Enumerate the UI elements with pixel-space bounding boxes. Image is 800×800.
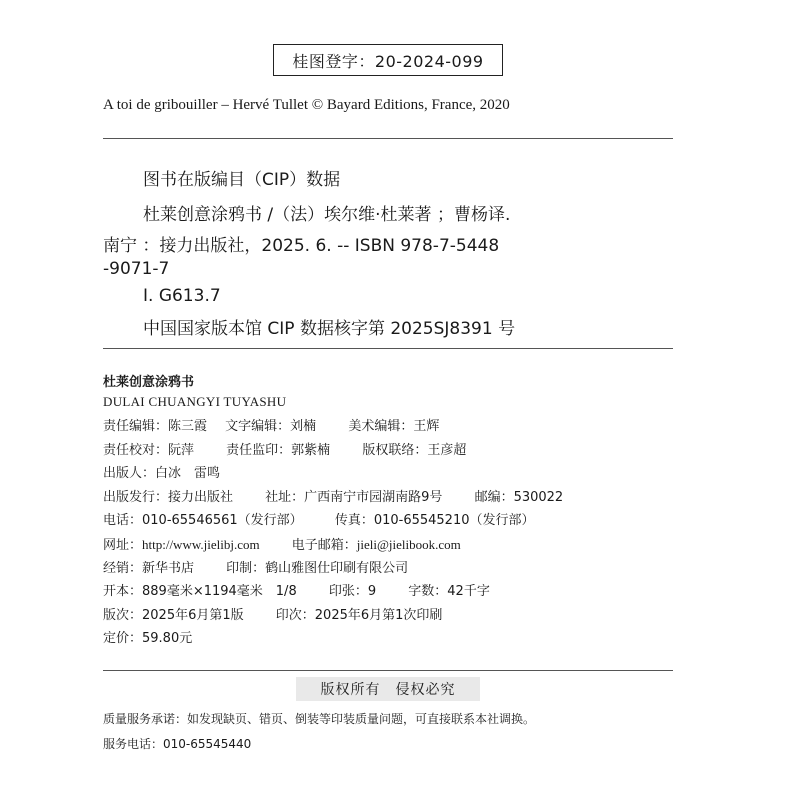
- divider-top: [103, 138, 673, 139]
- publishers: 出版人：白冰 雷鸣: [103, 466, 221, 482]
- distributor: 经销：新华书店: [103, 560, 195, 576]
- divider-bottom: [103, 670, 673, 671]
- details-row-format: [103, 580, 563, 604]
- print-supervisor: 责任监印：郭紫楠: [226, 442, 331, 458]
- price: 定价：59.80元: [103, 631, 193, 647]
- book-title: 杜莱创意涂鸦书: [103, 375, 195, 390]
- word-count: 字数：42千字: [408, 584, 490, 600]
- cip-line-2: 南宁 ：接力出版社，2025. 6. -- ISBN 978-7-5448: [103, 236, 500, 256]
- service-footer: [103, 707, 535, 757]
- publication-details: [103, 415, 563, 651]
- email: 电子邮箱：jieli@jielibook.com: [291, 536, 461, 552]
- rights-contact: 版权联络：王彦超: [362, 442, 467, 458]
- details-row-editors: [103, 415, 563, 439]
- publishing-house: 出版发行：接力出版社: [103, 489, 234, 505]
- details-row-price: [103, 627, 563, 651]
- details-row-edition: [103, 604, 563, 628]
- cip-line-5: 中国国家版本馆 CIP 数据核字第 2025SJ8391 号: [143, 319, 516, 339]
- details-row-publisher: [103, 462, 563, 486]
- book-title-pinyin: DULAI CHUANGYI TUYASHU: [103, 394, 287, 409]
- responsible-editor: 责任编辑：陈三霞: [103, 419, 208, 434]
- rights-reserved-banner: 版权所有 侵权必究: [296, 677, 480, 701]
- details-row-web: [103, 533, 563, 557]
- format-size: 开本：889毫米×1194毫米 1/8: [103, 584, 297, 600]
- quality-promise: 质量服务承诺：如发现缺页、错页、倒装等印装质量问题，可直接联系本社调换。: [103, 712, 536, 726]
- phone-number: 电话：010-65546561（发行部）: [103, 513, 303, 529]
- cip-heading: 图书在版编目（CIP）数据: [143, 170, 341, 190]
- cip-line-1: 杜莱创意涂鸦书 /（法）埃尔维·杜莱著 ；曹杨译.: [143, 205, 511, 225]
- cip-line-3: -9071-7: [103, 259, 170, 279]
- text-editor: 文字编辑：刘楠: [225, 419, 317, 434]
- website: 网址：http://www.jielibj.com: [103, 536, 260, 552]
- details-row-phone: [103, 509, 563, 533]
- postal-code: 邮编：530022: [474, 489, 564, 505]
- printer: 印制：鹤山雅图仕印刷有限公司: [226, 560, 409, 576]
- registration-number-box: [273, 44, 503, 76]
- details-row-printing: [103, 557, 563, 581]
- proofreader: 责任校对：阮萍: [103, 442, 195, 458]
- details-row-distribution: [103, 486, 563, 510]
- divider-middle: [103, 348, 673, 349]
- details-row-proofing: [103, 439, 563, 463]
- edition: 版次：2025年6月第1版: [103, 607, 244, 623]
- publisher-address: 社址：广西南宁市园湖南路9号: [265, 489, 443, 505]
- service-phone: 服务电话：010-65545440: [103, 737, 252, 751]
- printed-sheets: 印张：9: [328, 584, 377, 600]
- art-editor: 美术编辑：王辉: [348, 419, 440, 434]
- cip-line-4: Ⅰ. G613.7: [143, 286, 221, 306]
- fax-number: 传真：010-65545210（发行部）: [334, 513, 535, 529]
- printing: 印次：2025年6月第1次印刷: [275, 607, 443, 623]
- original-edition-credit: A toi de gribouiller – Hervé Tullet © Bayard Editions, France, 2020: [103, 97, 510, 113]
- registration-number: 桂图登字：20-2024-099: [292, 51, 484, 71]
